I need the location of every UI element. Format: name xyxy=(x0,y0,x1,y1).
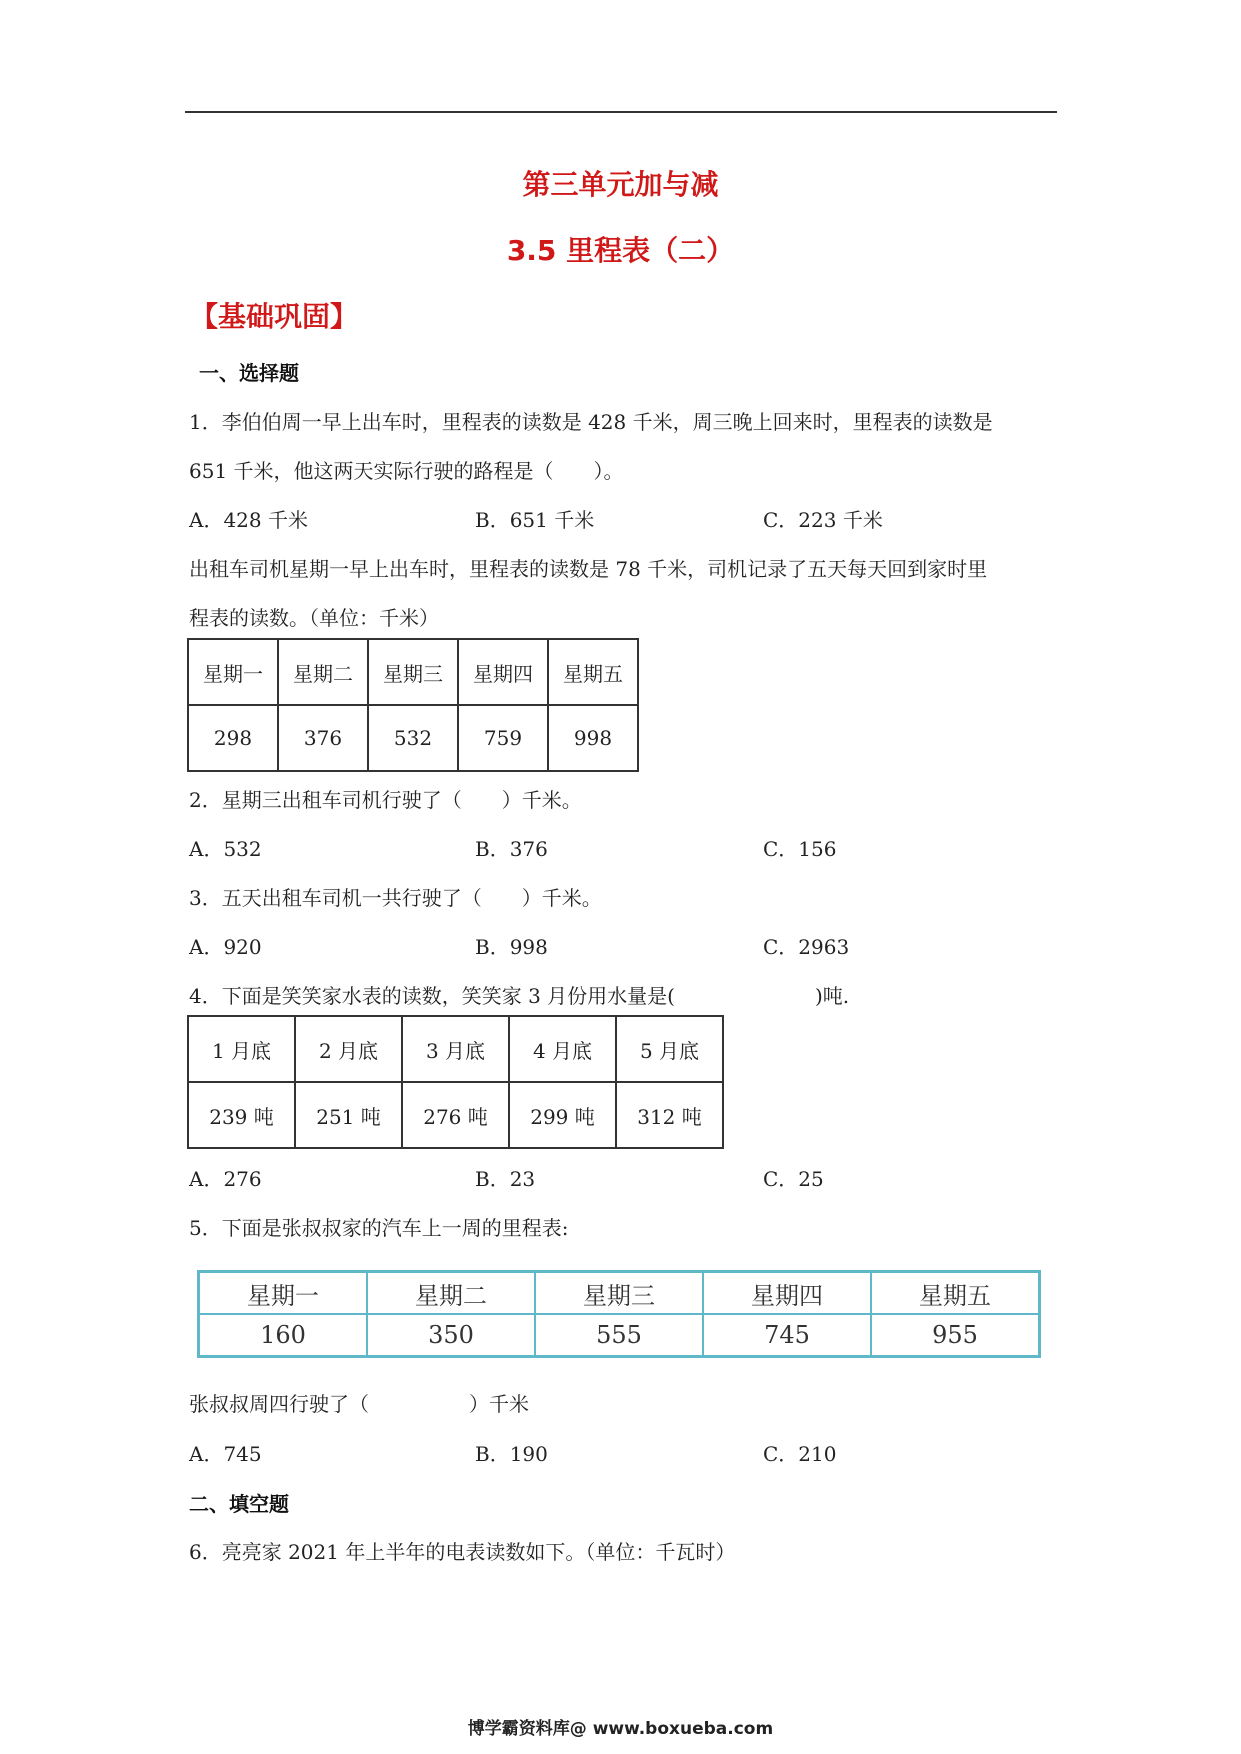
table-header-cell: 星期一 xyxy=(188,639,278,705)
part2-heading: 二、填空题 xyxy=(189,1492,289,1516)
table-header-cell: 星期三 xyxy=(535,1272,703,1315)
table-cell: 532 xyxy=(368,705,458,771)
q5-option-b: B．190 xyxy=(475,1442,548,1466)
lesson-title: 3.5 里程表（二） xyxy=(506,234,735,267)
q2-option-c: C．156 xyxy=(763,837,837,861)
unit-title: 第三单元加与减 xyxy=(522,168,719,201)
q2-option-b: B．376 xyxy=(475,837,548,861)
table-cell: 555 xyxy=(535,1314,703,1357)
table-row xyxy=(188,1082,723,1148)
table-cell: 350 xyxy=(367,1314,535,1357)
q3-option-c: C．2963 xyxy=(763,935,850,959)
q3-option-b: B．998 xyxy=(475,935,548,959)
q1-line2: 651 千米，他这两天实际行驶的路程是（ ）。 xyxy=(189,459,624,483)
q4-option-c: C．25 xyxy=(763,1167,824,1191)
table-row xyxy=(199,1272,1040,1315)
taxi-mileage-table xyxy=(187,638,639,772)
q4-option-b: B．23 xyxy=(475,1167,536,1191)
table-cell: 376 xyxy=(278,705,368,771)
table-header-cell: 星期四 xyxy=(458,639,548,705)
table-header-cell: 1 月底 xyxy=(188,1016,295,1082)
table-cell: 276 吨 xyxy=(402,1082,509,1148)
table-cell: 251 吨 xyxy=(295,1082,402,1148)
table-header-cell: 星期二 xyxy=(367,1272,535,1315)
q5-option-c: C．210 xyxy=(763,1442,837,1466)
q3-text: 3．五天出租车司机一共行驶了（ ）千米。 xyxy=(189,886,602,910)
intro-line2: 程表的读数。（单位：千米） xyxy=(189,606,439,630)
table-cell: 160 xyxy=(199,1314,368,1357)
table-header-cell: 4 月底 xyxy=(509,1016,616,1082)
water-meter-table xyxy=(187,1015,724,1149)
car-odometer-table xyxy=(197,1270,1041,1358)
table-row xyxy=(199,1314,1040,1357)
table-cell: 998 xyxy=(548,705,638,771)
table-cell: 312 吨 xyxy=(616,1082,723,1148)
header-rule xyxy=(185,111,1057,113)
table-row xyxy=(188,639,638,705)
table-header-cell: 3 月底 xyxy=(402,1016,509,1082)
table-header-cell: 星期四 xyxy=(703,1272,871,1315)
q2-option-a: A．532 xyxy=(189,837,262,861)
q1-option-a: A．428 千米 xyxy=(189,508,308,532)
table-cell: 299 吨 xyxy=(509,1082,616,1148)
table-header-cell: 星期五 xyxy=(871,1272,1040,1315)
table-cell: 745 xyxy=(703,1314,871,1357)
table-header-cell: 5 月底 xyxy=(616,1016,723,1082)
table-header-cell: 星期二 xyxy=(278,639,368,705)
q4-text: 4．下面是笑笑家水表的读数，笑笑家 3 月份用水量是( )吨. xyxy=(189,984,850,1008)
table-cell: 298 xyxy=(188,705,278,771)
q5-question: 张叔叔周四行驶了（ ）千米 xyxy=(189,1392,529,1416)
q6-text: 6．亮亮家 2021 年上半年的电表读数如下。（单位：千瓦时） xyxy=(189,1540,736,1564)
q1-option-c: C．223 千米 xyxy=(763,508,883,532)
table-row xyxy=(188,705,638,771)
intro-line1: 出租车司机星期一早上出车时，里程表的读数是 78 千米，司机记录了五天每天回到家时里 xyxy=(189,557,988,581)
table-cell: 759 xyxy=(458,705,548,771)
table-header-cell: 星期三 xyxy=(368,639,458,705)
table-header-cell: 星期一 xyxy=(199,1272,368,1315)
part1-heading: 一、选择题 xyxy=(199,361,299,385)
q1-line1: 1．李伯伯周一早上出车时，里程表的读数是 428 千米，周三晚上回来时，里程表的读数是 xyxy=(189,410,993,434)
section-label: 【基础巩固】 xyxy=(190,300,359,333)
table-cell: 955 xyxy=(871,1314,1040,1357)
footer-watermark: 博学霸资料库@ www.boxueba.com xyxy=(467,1719,774,1739)
q5-option-a: A．745 xyxy=(189,1442,262,1466)
q3-option-a: A．920 xyxy=(189,935,262,959)
q5-text: 5．下面是张叔叔家的汽车上一周的里程表: xyxy=(189,1216,569,1240)
q2-text: 2．星期三出租车司机行驶了（ ）千米。 xyxy=(189,788,582,812)
table-header-cell: 2 月底 xyxy=(295,1016,402,1082)
q1-option-b: B．651 千米 xyxy=(475,508,595,532)
table-header-cell: 星期五 xyxy=(548,639,638,705)
table-cell: 239 吨 xyxy=(188,1082,295,1148)
q4-option-a: A．276 xyxy=(189,1167,262,1191)
table-row xyxy=(188,1016,723,1082)
